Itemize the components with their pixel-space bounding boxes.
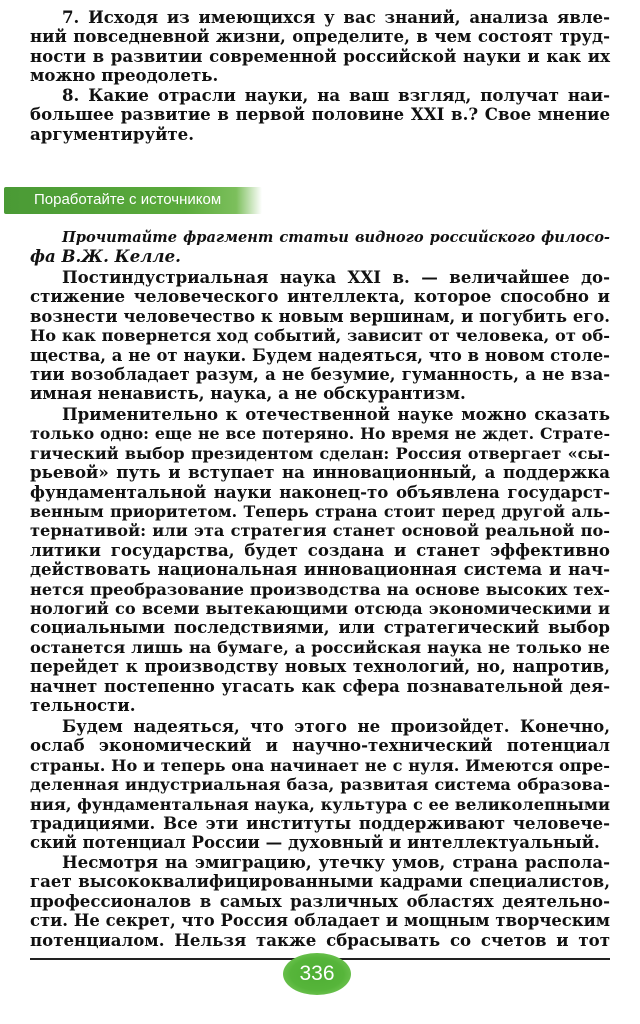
paragraph-line: рьевой» путь и вступает на инновационный, а поддержка (30, 462, 610, 483)
paragraph-line: сти. Не секрет, что Россия обладает и мощным творческим (30, 911, 610, 931)
paragraph-line: действовать национальная инновационная система и нач- (30, 559, 610, 580)
paragraph-line: литики государства, будет создана и станет эффективно (30, 539, 610, 560)
paragraph-line: ния, фундаментальная наука, культура с ее великолепными (30, 794, 610, 814)
q7-line: ности в развитии современной российской науки и как их (30, 45, 610, 66)
paragraph-line: Но как повернется ход событий, зависит от человека, от об- (30, 326, 610, 346)
paragraph-line: социальными последствиями, или стратегический выбор (30, 617, 610, 638)
paragraph-line: начнет постепенно угасать как сфера познавательной дея- (30, 676, 610, 696)
paragraph-line: страны. Но и теперь она начинает не с нуля. Имеются опре- (30, 755, 610, 775)
paragraph-line: тии возобладает разум, а не безумие, гуманность, а не вза- (30, 365, 610, 385)
q8-line: 8. Какие отрасли науки, на ваш взгляд, получат наи- (62, 85, 610, 105)
paragraph-line: имная ненависть, наука, а не обскурантизм. (30, 383, 466, 404)
paragraph-line: останется лишь на бумаге, а российская наука не только не (30, 637, 610, 657)
paragraph-line: профессионалов в самых различных областях деятельно- (30, 890, 610, 911)
paragraph-line: Применительно к отечественной науке можно сказать (62, 404, 610, 424)
paragraph-line: Постиндустриальная наука XXI в. — величайшее до- (62, 267, 610, 287)
paragraph-line: только одно: еще не все потеряно. Но время не ждет. Страте- (30, 424, 610, 444)
section-heading: Поработайте с источником (34, 191, 222, 208)
paragraph-line: фундаментальной науки наконец-то объявлена государст- (30, 481, 610, 502)
paragraph-line: потенциалом. Нельзя также сбрасывать со счетов и тот (30, 929, 610, 950)
paragraph-line: гический выбор президентом сделан: Россия отвергает «сы- (30, 443, 610, 463)
intro-line: фа В.Ж. Келле. (30, 246, 181, 267)
paragraph-line: Будем надеяться, что этого не произойдет. Конечно, (62, 716, 610, 736)
paragraph-line: ский потенциал России — духовный и интеллектуальный. (30, 832, 600, 853)
paragraph-line: нологий со всеми вытекающими отсюда экономическими и (30, 599, 610, 619)
paragraph-line: традициями. Все эти институты поддерживают человече- (30, 813, 610, 834)
q7-line: можно преодолеть. (30, 65, 219, 86)
source-paragraph-4 (30, 853, 610, 950)
q7-line: ний повседневной жизни, определите, в чем состоят труд- (30, 26, 610, 47)
question-8 (30, 86, 610, 144)
section-heading-banner (4, 187, 262, 214)
paragraph-line: вознести человечество к новым вершинам, и погубить его. (30, 306, 610, 326)
source-intro (30, 228, 610, 267)
paragraph-line: тельности. (30, 695, 136, 716)
q8-line: аргументируйте. (30, 123, 195, 144)
source-paragraph-2 (30, 405, 610, 716)
paragraph-line: щества, а не от науки. Будем надеяться, что в новом столе- (30, 345, 610, 365)
q8-line: большее развитие в первой половине XXI в.? Свое мнение (30, 104, 610, 125)
paragraph-line: стижение человеческого интеллекта, которое способно и (30, 286, 610, 307)
paragraph-line: тернативой: или эта стратегия станет основой реальной по- (30, 521, 610, 541)
question-7 (30, 8, 610, 86)
source-paragraph-1 (30, 268, 610, 404)
paragraph-line: деленная индустриальная база, развитая система образова- (30, 775, 610, 795)
paragraph-line: Несмотря на эмиграцию, утечку умов, страна распола- (62, 852, 610, 872)
page-number-badge (283, 953, 351, 995)
intro-line: Прочитайте фрагмент статьи видного российского филосо- (62, 229, 610, 246)
paragraph-line: гает высококвалифицированными кадрами специалистов, (30, 871, 610, 892)
paragraph-line: ослаб экономический и научно-технический потенциал (30, 735, 610, 756)
page-number: 336 (299, 962, 335, 985)
source-paragraph-3 (30, 717, 610, 853)
q7-line: 7. Исходя из имеющихся у вас знаний, анализа явле- (62, 7, 610, 27)
paragraph-line: венным приоритетом. Теперь страна стоит перед другой аль- (30, 502, 610, 522)
paragraph-line: перейдет к производству новых технологий, но, напротив, (30, 656, 610, 677)
paragraph-line: нется преобразование производства на основе высоких тех- (30, 579, 610, 599)
